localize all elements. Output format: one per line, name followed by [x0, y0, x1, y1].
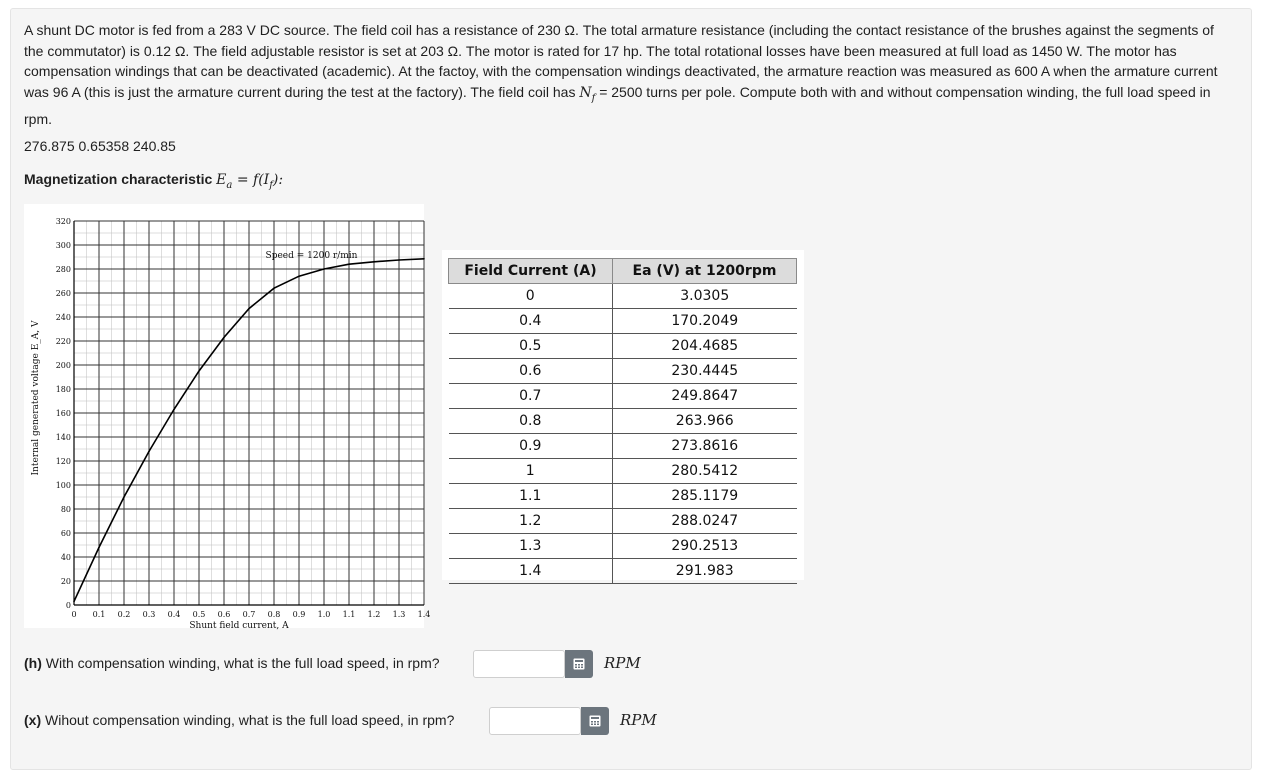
speed-annotation: Speed = 1200 r/min: [265, 251, 358, 261]
table-row: [449, 334, 797, 359]
x-tick-label: 0.8: [267, 610, 281, 619]
data-point: [248, 308, 250, 310]
data-point: [298, 275, 300, 277]
data-point: [98, 547, 100, 549]
y-tick-label: 60: [60, 529, 71, 538]
cell-field-current: 1.3: [449, 534, 613, 559]
header-ea: Ea (V) at 1200rpm: [613, 259, 797, 284]
magnetization-plot: [24, 204, 431, 631]
table-row: [449, 359, 797, 384]
data-point: [423, 258, 425, 260]
x-tick-label: 0.9: [292, 610, 306, 619]
y-tick-label: 200: [55, 361, 71, 370]
cell-ea: 290.2513: [613, 534, 797, 559]
data-point: [148, 451, 150, 453]
problem-text-end: = 2500 turns per pole. Compute both with and without compensation winding, the full load speed in rpm.: [24, 83, 1211, 127]
data-point: [198, 370, 200, 372]
data-point: [73, 601, 75, 603]
magnetization-formula: $E_a = f(I_f)$:: [216, 172, 284, 191]
data-point: [398, 259, 400, 261]
unit-h: RPM: [604, 654, 641, 672]
header-field-current: Field Current (A): [449, 259, 613, 284]
x-tick-label: 1.0: [317, 610, 331, 619]
x-tick-label: 0.3: [142, 610, 156, 619]
question-h: [24, 655, 440, 671]
cell-field-current: 0.7: [449, 384, 613, 409]
y-tick-label: 240: [55, 313, 71, 322]
numbers-line: 276.875 0.65358 240.85: [24, 138, 176, 154]
y-tick-label: 220: [55, 337, 71, 346]
calculator-x-button[interactable]: [581, 707, 609, 735]
x-tick-label: 0.6: [217, 610, 231, 619]
calculator-h-button[interactable]: [565, 650, 593, 678]
data-point: [348, 263, 350, 265]
y-tick-label: 260: [55, 289, 71, 298]
y-tick-label: 180: [55, 385, 71, 394]
y-tick-label: 0: [65, 601, 71, 610]
table-row: [449, 534, 797, 559]
y-tick-label: 300: [55, 241, 71, 250]
x-tick-label: 1.3: [392, 610, 406, 619]
x-tick-label: 0.5: [192, 610, 206, 619]
y-tick-label: 320: [55, 217, 71, 226]
x-tick-label: 0.4: [167, 610, 181, 619]
x-axis-label: Shunt field current, A: [189, 621, 289, 631]
question-h-text: With compensation winding, what is the full load speed, in rpm?: [41, 655, 440, 671]
problem-statement: [24, 20, 1234, 129]
cell-field-current: 1.4: [449, 559, 613, 584]
table-row: [449, 384, 797, 409]
magnetization-table-panel: [442, 250, 804, 580]
table-header-row: [449, 259, 797, 284]
cell-ea: 204.4685: [613, 334, 797, 359]
cell-field-current: 0.9: [449, 434, 613, 459]
y-axis-label: Internal generated voltage E_A, V: [31, 320, 41, 476]
x-tick-label: 1.2: [367, 610, 381, 619]
cell-field-current: 0.8: [449, 409, 613, 434]
x-tick-label: 1.4: [417, 610, 431, 619]
cell-ea: 285.1179: [613, 484, 797, 509]
cell-field-current: 0.6: [449, 359, 613, 384]
x-tick-label: 0.7: [242, 610, 256, 619]
y-tick-label: 100: [55, 481, 71, 490]
x-tick-label: 0.2: [117, 610, 131, 619]
table-row: [449, 409, 797, 434]
question-card: [10, 8, 1252, 770]
magnetization-chart: [24, 204, 431, 631]
x-tick-label: 0.1: [92, 610, 106, 619]
question-x-text: Wihout compensation winding, what is the full load speed, in rpm?: [41, 712, 455, 728]
y-tick-label: 120: [55, 457, 71, 466]
cell-ea: 273.8616: [613, 434, 797, 459]
answer-h-input[interactable]: [473, 650, 565, 678]
cell-ea: 170.2049: [613, 309, 797, 334]
calculator-icon: [589, 715, 601, 727]
cell-field-current: 0.4: [449, 309, 613, 334]
table-row: [449, 434, 797, 459]
y-tick-label: 280: [55, 265, 71, 274]
y-tick-label: 140: [55, 433, 71, 442]
data-point: [273, 287, 275, 289]
data-point: [173, 409, 175, 411]
cell-field-current: 0.5: [449, 334, 613, 359]
y-tick-label: 20: [60, 577, 71, 586]
table-row: [449, 484, 797, 509]
magnetization-heading: Magnetization characteristic $E_a = f(I_f)$:: [24, 171, 284, 191]
y-tick-label: 40: [60, 553, 71, 562]
problem-text: A shunt DC motor is fed from a 283 V DC source. The field coil has a resistance of 230 Ω. The total armature resistance (including the contact resistance of the brushes against the segments of the commutator) is 0.12 Ω. The field adjustable resistor is set at 203 Ω. The motor is rated for 17 hp. The total rotational losses have been measured at full load as 1450 W. The motor has compensation windings that can be deactivated (academic). At the factoy, with the compensation windings deactivated, the armature reaction was measured as 600 A when the armature current was 96 A (this is just the armature current during the test at the factory). The field coil has: [24, 22, 1218, 100]
cell-ea: 288.0247: [613, 509, 797, 534]
table-row: [449, 459, 797, 484]
y-tick-label: 160: [55, 409, 71, 418]
x-tick-label: 1.1: [342, 610, 356, 619]
nf-symbol: $N_f$: [579, 84, 596, 104]
cell-field-current: 1.2: [449, 509, 613, 534]
cell-ea: 249.8647: [613, 384, 797, 409]
data-point: [323, 268, 325, 270]
cell-ea: 263.966: [613, 409, 797, 434]
unit-x: RPM: [620, 711, 657, 729]
data-point: [123, 496, 125, 498]
cell-ea: 3.0305: [613, 284, 797, 309]
cell-field-current: 1.1: [449, 484, 613, 509]
answer-x-input[interactable]: [489, 707, 581, 735]
data-point: [373, 261, 375, 263]
table-row: [449, 509, 797, 534]
question-h-label: (h): [24, 655, 42, 671]
table-row: [449, 284, 797, 309]
magnetization-table: [448, 258, 797, 584]
cell-field-current: 1: [449, 459, 613, 484]
calculator-icon: [573, 658, 585, 670]
x-tick-label: 0: [71, 610, 77, 619]
table-row: [449, 559, 797, 584]
question-x: [24, 712, 454, 728]
table-row: [449, 309, 797, 334]
cell-ea: 291.983: [613, 559, 797, 584]
cell-ea: 280.5412: [613, 459, 797, 484]
cell-field-current: 0: [449, 284, 613, 309]
y-tick-label: 80: [60, 505, 71, 514]
question-x-label: (x): [24, 712, 42, 728]
cell-ea: 230.4445: [613, 359, 797, 384]
data-point: [223, 337, 225, 339]
